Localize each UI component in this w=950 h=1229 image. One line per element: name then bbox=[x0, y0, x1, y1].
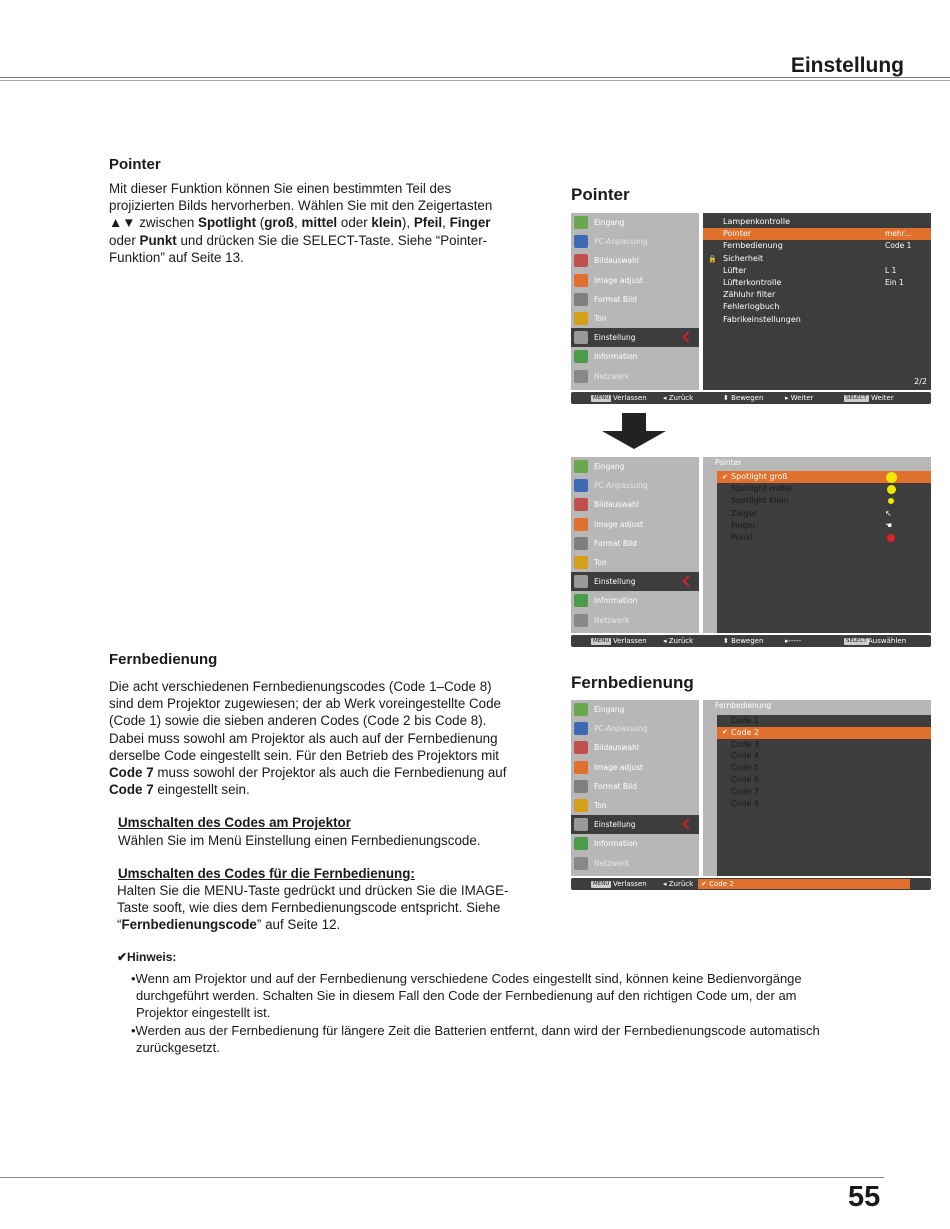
left-menu-item-format-bild[interactable] bbox=[571, 777, 699, 796]
text-run: und drücken Sie die SELECT-Taste. Siehe “Pointer- bbox=[176, 232, 488, 248]
remote-menu-screen bbox=[571, 700, 931, 890]
menu-key-icon: MENU bbox=[593, 881, 610, 887]
settings-item-value: Code 1 bbox=[885, 241, 912, 251]
left-menu-item-netzwerk[interactable] bbox=[571, 367, 699, 386]
remote-sub1-text: Wählen Sie im Menü Einstellung einen Fernbedienungscode. bbox=[118, 833, 481, 848]
page-section-title: Einstellung bbox=[790, 54, 904, 77]
text-run: derselbe Code eingestellt sein. Für den Betrieb des Projektors mit bbox=[109, 747, 500, 763]
pointer-option-punkt[interactable] bbox=[717, 532, 931, 544]
footer-hint: Weiter bbox=[871, 394, 894, 402]
note-heading: ✔Hinweis: bbox=[117, 950, 177, 964]
page-number: 55 bbox=[848, 1181, 881, 1213]
pointer-option-zeiger[interactable] bbox=[717, 508, 931, 520]
network-icon bbox=[574, 614, 588, 627]
pc-adjust-icon bbox=[574, 479, 588, 492]
left-menu-item-image-adjust[interactable] bbox=[571, 271, 699, 290]
text-run: eingestellt sein. bbox=[153, 782, 250, 798]
image-adjust-icon bbox=[574, 761, 588, 774]
check-icon: ✔ bbox=[722, 473, 728, 481]
submenu-title: Fernbedienung bbox=[703, 700, 931, 712]
footer-hint: Auswählen bbox=[868, 637, 907, 645]
screen-format-icon bbox=[574, 780, 588, 793]
settings-item-value: mehr... bbox=[885, 229, 912, 239]
left-menu-label: Bildauswahl bbox=[594, 743, 639, 753]
pointer-option-label: Zeiger bbox=[731, 508, 757, 518]
sound-icon bbox=[574, 556, 588, 569]
bold-term: Finger bbox=[449, 215, 491, 231]
note-line: zurückgesetzt. bbox=[136, 1039, 220, 1055]
pointer-option-finger[interactable] bbox=[717, 520, 931, 532]
image-select-icon bbox=[574, 498, 588, 511]
left-menu-item-pc-anpassung[interactable] bbox=[571, 476, 699, 495]
remote-code-option[interactable] bbox=[717, 739, 931, 751]
remote-code-option[interactable] bbox=[717, 774, 931, 786]
left-menu-item-pc-anpassung[interactable] bbox=[571, 719, 699, 738]
left-menu-label: Format Bild bbox=[594, 781, 637, 791]
sound-icon bbox=[574, 799, 588, 812]
remote-code-label: Code 4 bbox=[731, 751, 760, 761]
left-menu-item-format-bild[interactable] bbox=[571, 290, 699, 309]
remote-code-label: Code 3 bbox=[731, 739, 760, 749]
left-menu-item-ton[interactable] bbox=[571, 553, 699, 572]
left-menu-item-netzwerk[interactable] bbox=[571, 611, 699, 630]
left-menu-label: Eingang bbox=[594, 462, 625, 472]
remote-code-option[interactable] bbox=[717, 786, 931, 798]
remote-code-label: Code 2 bbox=[731, 727, 760, 737]
remote-description bbox=[109, 678, 529, 798]
footer-hint: Verlassen bbox=[613, 394, 647, 402]
bold-term: groß bbox=[264, 215, 294, 231]
remote-code-option[interactable] bbox=[717, 762, 931, 774]
footer-hint: ⬍ Bewegen bbox=[723, 637, 764, 645]
settings-item-label: Lüfterkontrolle bbox=[723, 277, 782, 287]
lock-icon: 🔒 bbox=[708, 254, 717, 263]
pointer-description bbox=[109, 180, 529, 266]
text-line bbox=[109, 214, 529, 231]
text-line bbox=[109, 180, 529, 197]
bold-term: Spotlight bbox=[198, 215, 257, 231]
settings-item-label: Sicherheit bbox=[723, 253, 764, 263]
pointer-option-spotlight-mittel[interactable] bbox=[717, 483, 931, 495]
left-menu-item-bildauswahl[interactable] bbox=[571, 251, 699, 270]
settings-item-pointer[interactable] bbox=[703, 228, 931, 240]
pointer-preview-dot-icon bbox=[887, 485, 896, 494]
left-menu-item-eingang[interactable] bbox=[571, 213, 699, 232]
text-line bbox=[109, 730, 529, 747]
text-run: , bbox=[293, 215, 302, 231]
remote-code-label: Code 5 bbox=[731, 763, 760, 773]
text-run: ), bbox=[401, 215, 414, 231]
text-run: “ bbox=[117, 917, 122, 933]
settings-item-label: Fehlerlogbuch bbox=[723, 302, 780, 312]
screen-format-icon bbox=[574, 537, 588, 550]
left-menu bbox=[571, 457, 699, 633]
text-line bbox=[109, 232, 529, 249]
settings-item-value: Ein 1 bbox=[885, 277, 904, 287]
pointer-preview-dot-icon bbox=[886, 472, 897, 483]
left-menu-label: Eingang bbox=[594, 218, 625, 228]
remote-code-option[interactable] bbox=[717, 798, 931, 810]
image-adjust-icon bbox=[574, 274, 588, 287]
menu-key-icon: MENU bbox=[593, 395, 610, 401]
pc-adjust-icon bbox=[574, 235, 588, 248]
left-menu-label: PC-Anpassung bbox=[594, 237, 648, 247]
settings-item-label: Pointer bbox=[723, 229, 752, 239]
text-run: muss sowohl der Projektor als auch die Fernbedienung auf bbox=[153, 765, 507, 781]
remote-code-label: Code 8 bbox=[731, 798, 760, 808]
left-menu-item-bildauswahl[interactable] bbox=[571, 495, 699, 514]
check-icon: ✔ bbox=[722, 727, 728, 736]
settings-submenu bbox=[703, 213, 931, 390]
text-run: Funktion” auf Seite 13. bbox=[109, 249, 244, 265]
remote-code-options bbox=[717, 715, 931, 876]
left-menu-label: PC-Anpassung bbox=[594, 481, 648, 491]
down-arrow-icon bbox=[602, 413, 666, 449]
left-menu-label: Netzwerk bbox=[594, 615, 630, 625]
settings-item-lampenkontrolle[interactable] bbox=[703, 216, 931, 228]
pointer-option-label: Spotlight groß bbox=[731, 472, 788, 481]
footer-hint: ✔ Code 2 bbox=[701, 880, 734, 888]
information-icon bbox=[574, 837, 588, 850]
information-icon bbox=[574, 594, 588, 607]
footer-hint: Verlassen bbox=[613, 880, 647, 888]
text-line bbox=[117, 882, 529, 899]
text-run: Dabei muss sowohl am Projektor als auch auf der Fernbedienung bbox=[109, 730, 498, 746]
submenu-title: Pointer bbox=[703, 457, 931, 469]
settings-item-label: Fernbedienung bbox=[723, 241, 783, 251]
note-line: •Wenn am Projektor und auf der Fernbedienung verschiedene Codes eingestellt sind, können keine Bedienvorgänge bbox=[131, 971, 802, 986]
footer-hint: ◂ Zurück bbox=[663, 637, 694, 645]
left-menu-label: Image adjust bbox=[594, 762, 643, 772]
image-select-icon bbox=[574, 254, 588, 267]
remote-code-option[interactable] bbox=[717, 715, 931, 727]
finger-pointer-icon: ☚ bbox=[885, 520, 893, 530]
left-menu-label: Ton bbox=[594, 314, 607, 324]
left-menu-item-einstellung[interactable] bbox=[571, 815, 699, 834]
menu-key-icon: MENU bbox=[593, 638, 610, 644]
image-select-icon bbox=[574, 741, 588, 754]
remote-code-option[interactable] bbox=[717, 727, 931, 739]
sound-icon bbox=[574, 312, 588, 325]
left-menu-label: PC-Anpassung bbox=[594, 724, 648, 734]
footer-hint: ◂ Zurück bbox=[663, 394, 694, 402]
remote-code-label: Code 7 bbox=[731, 786, 760, 796]
left-menu-label: Ton bbox=[594, 801, 607, 811]
remote-screen-heading: Fernbedienung bbox=[571, 673, 694, 692]
left-menu-label: Information bbox=[594, 596, 638, 606]
text-line bbox=[109, 781, 529, 798]
pointer-option-label: Finger bbox=[731, 520, 756, 530]
text-run: oder bbox=[337, 215, 372, 231]
select-key-icon: SELECT bbox=[846, 395, 867, 401]
settings-menu-screen bbox=[571, 213, 931, 405]
settings-item-lüfter[interactable] bbox=[703, 265, 931, 277]
left-menu-item-ton[interactable] bbox=[571, 796, 699, 815]
settings-item-label: Zähluhr filter bbox=[723, 290, 776, 300]
menu-footer-bar bbox=[571, 392, 931, 404]
settings-item-fehlerlogbuch[interactable] bbox=[703, 301, 931, 313]
pointer-option-label: Spotlight klein bbox=[731, 496, 789, 506]
note-line: Projektor eingestellt ist. bbox=[136, 1005, 271, 1021]
left-menu-item-image-adjust[interactable] bbox=[571, 758, 699, 777]
settings-item-sicherheit[interactable] bbox=[703, 253, 931, 265]
information-icon bbox=[574, 350, 588, 363]
text-run: sind dem Projektor zugewiesen; der ab Werk voreingestellte Code bbox=[109, 696, 502, 712]
pointer-option-spotlight-groß[interactable] bbox=[717, 471, 931, 483]
left-menu-label: Ton bbox=[594, 558, 607, 568]
settings-item-label: Fabrikeinstellungen bbox=[723, 314, 801, 324]
footer-hint: ▸ Weiter bbox=[785, 394, 814, 402]
settings-item-fabrikeinstellungen[interactable] bbox=[703, 314, 931, 326]
left-menu-item-information[interactable] bbox=[571, 591, 699, 610]
text-line bbox=[109, 764, 529, 781]
text-run: Taste sooft, wie dies dem Fernbedienungscode entspricht. Siehe bbox=[117, 900, 501, 916]
footer-hint: ◂ Zurück bbox=[663, 880, 694, 888]
settings-item-label: Lampenkontrolle bbox=[723, 217, 791, 226]
pointer-menu-screen bbox=[571, 457, 931, 647]
pointer-preview-dot-icon bbox=[888, 498, 894, 504]
left-menu-item-ton[interactable] bbox=[571, 309, 699, 328]
page-indicator: 2/2 bbox=[914, 377, 927, 386]
setting-icon bbox=[574, 331, 588, 344]
left-menu-label: Image adjust bbox=[594, 519, 643, 529]
text-run: oder bbox=[109, 232, 140, 248]
setting-icon bbox=[574, 575, 588, 588]
text-run: ▲▼ zwischen bbox=[109, 215, 199, 231]
pointer-options bbox=[717, 471, 931, 633]
image-adjust-icon bbox=[574, 518, 588, 531]
left-menu-item-eingang[interactable] bbox=[571, 700, 699, 719]
left-menu-label: Bildauswahl bbox=[594, 256, 639, 266]
pointer-option-label: Spotlight mittel bbox=[731, 484, 793, 494]
bold-term: Code 7 bbox=[109, 765, 154, 781]
pointer-option-label: Punkt bbox=[731, 532, 754, 542]
bold-term: mittel bbox=[301, 215, 338, 231]
left-menu-label: Netzwerk bbox=[594, 371, 630, 381]
network-icon bbox=[574, 857, 588, 870]
remote-sub1-heading: Umschalten des Codes am Projektor bbox=[118, 815, 351, 830]
pointer-option-spotlight-klein[interactable] bbox=[717, 495, 931, 507]
footer-hint: ⬍ Bewegen bbox=[723, 394, 764, 402]
bold-term: Pfeil bbox=[413, 215, 443, 231]
left-menu-item-eingang[interactable] bbox=[571, 457, 699, 476]
text-run: Halten Sie die MENU-Taste gedrückt und drücken Sie die IMAGE- bbox=[117, 883, 509, 898]
left-menu-label: Information bbox=[594, 839, 638, 849]
bold-term: Punkt bbox=[139, 232, 177, 248]
settings-item-value: L 1 bbox=[885, 265, 897, 275]
menu-footer-bar bbox=[571, 635, 931, 647]
text-run: , bbox=[442, 215, 450, 231]
pointer-heading: Pointer bbox=[109, 156, 161, 173]
left-menu-label: Format Bild bbox=[594, 538, 637, 548]
left-menu bbox=[571, 700, 699, 876]
left-menu-item-image-adjust[interactable] bbox=[571, 515, 699, 534]
input-icon bbox=[574, 216, 588, 229]
text-run: projizierten Bilds hervorherben. Wählen Sie mit den Zeigertasten bbox=[109, 198, 493, 214]
left-menu-item-information[interactable] bbox=[571, 834, 699, 853]
left-menu-label: Eingang bbox=[594, 705, 625, 715]
left-menu-item-einstellung[interactable] bbox=[571, 572, 699, 591]
menu-footer-bar bbox=[571, 878, 931, 890]
bold-term: klein bbox=[371, 215, 402, 231]
text-line bbox=[109, 678, 529, 695]
settings-item-lüfterkontrolle[interactable] bbox=[703, 277, 931, 289]
left-menu-item-netzwerk[interactable] bbox=[571, 854, 699, 873]
left-menu-label: Format Bild bbox=[594, 294, 637, 304]
text-line bbox=[109, 695, 529, 712]
screen-format-icon bbox=[574, 293, 588, 306]
left-menu-label: Information bbox=[594, 352, 638, 362]
remote-code-option[interactable] bbox=[717, 750, 931, 762]
footer-hint: ▸----- bbox=[785, 637, 802, 645]
settings-item-fernbedienung[interactable] bbox=[703, 240, 931, 252]
setting-icon bbox=[574, 818, 588, 831]
text-run: Die acht verschiedenen Fernbedienungscodes (Code 1–Code 8) bbox=[109, 679, 492, 694]
footer-hint: Verlassen bbox=[613, 637, 647, 645]
network-icon bbox=[574, 370, 588, 383]
pc-adjust-icon bbox=[574, 722, 588, 735]
text-run: (Code 1) sowie die sieben anderen Codes (Code 2 bis Code 8). bbox=[109, 713, 487, 729]
text-line bbox=[109, 747, 529, 764]
left-menu-item-einstellung[interactable] bbox=[571, 328, 699, 347]
header-rule-secondary bbox=[0, 80, 950, 81]
settings-item-label: Lüfter bbox=[723, 265, 747, 275]
pointer-screen-heading: Pointer bbox=[571, 185, 630, 204]
input-icon bbox=[574, 460, 588, 473]
left-menu-item-format-bild[interactable] bbox=[571, 534, 699, 553]
input-icon bbox=[574, 703, 588, 716]
left-menu-label: Image adjust bbox=[594, 275, 643, 285]
text-line bbox=[109, 712, 529, 729]
select-key-icon: SELECT bbox=[846, 638, 867, 644]
text-run: Mit dieser Funktion können Sie einen bestimmten Teil des bbox=[109, 181, 452, 196]
note-line: •Werden aus der Fernbedienung für längere Zeit die Batterien entfernt, dann wird der Fernbedienungscode automatisch bbox=[131, 1022, 820, 1038]
left-menu-label: Bildauswahl bbox=[594, 500, 639, 510]
left-menu-label: Einstellung bbox=[594, 333, 636, 343]
remote-heading: Fernbedienung bbox=[109, 651, 218, 668]
text-line bbox=[109, 197, 529, 214]
text-line bbox=[117, 899, 529, 916]
left-menu-item-pc-anpassung[interactable] bbox=[571, 232, 699, 251]
left-menu-label: Einstellung bbox=[594, 820, 636, 830]
remote-sub2-text bbox=[117, 882, 529, 934]
left-menu-item-bildauswahl[interactable] bbox=[571, 738, 699, 757]
text-line bbox=[109, 249, 529, 266]
remote-code-label: Code 6 bbox=[731, 774, 760, 784]
arrow-pointer-icon: ↖ bbox=[885, 508, 892, 518]
text-run: ( bbox=[256, 215, 265, 231]
left-menu-item-information[interactable] bbox=[571, 347, 699, 366]
remote-sub2-heading: Umschalten des Codes für die Fernbedienung: bbox=[118, 866, 415, 881]
remote-code-label: Code 1 bbox=[731, 716, 760, 725]
note-body bbox=[131, 970, 911, 1056]
left-menu bbox=[571, 213, 699, 390]
left-menu-label: Einstellung bbox=[594, 577, 636, 587]
footer-rule bbox=[0, 1177, 884, 1178]
left-menu-label: Netzwerk bbox=[594, 858, 630, 868]
pointer-preview-dot-icon bbox=[887, 534, 895, 542]
text-run: ” auf Seite 12. bbox=[256, 917, 341, 933]
note-line: durchgeführt werden. Schalten Sie in diesem Fall den Code der Fernbedienung auf den richtigen Code um, der am bbox=[136, 988, 797, 1004]
bold-term: Code 7 bbox=[109, 782, 154, 798]
text-line bbox=[117, 916, 529, 933]
bold-term: Fernbedienungscode bbox=[121, 917, 257, 933]
settings-item-zähluhr-filter[interactable] bbox=[703, 289, 931, 301]
